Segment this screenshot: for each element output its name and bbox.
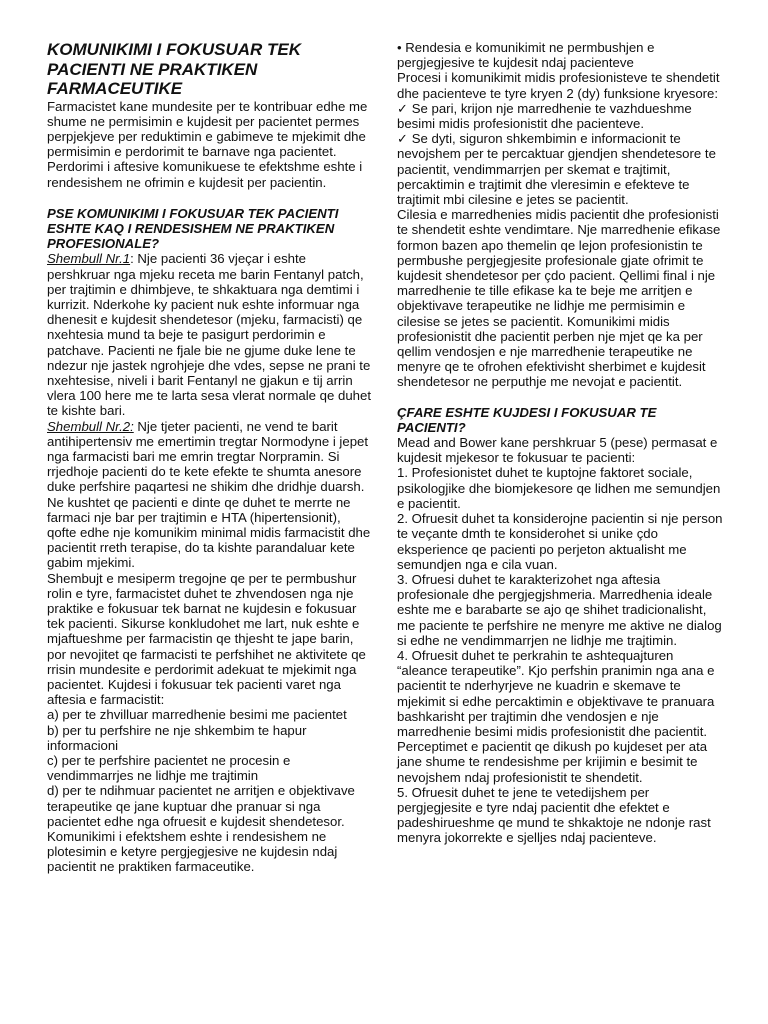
examples-conclusion-paragraph: Shembujt e mesiperm tregojne qe per te permbushur rolin e tyre, farmacistet duhet te zhvendosen nga nje praktike e fokusuar tek barnat ne kujdesin e fokusuar tek pacienti. Sikurse konkludohet me lart, nuk eshte e mjaftueshme per farmacistin qe thjesht te jape barin, por nevojitet qe farmacisti te perfshihet ne aktivitete qe rrisin mundesite e perdorimit adekuat te mjekimit nga pacientet. Kujdesi i fokusuar tek pacienti varet nga aftesia e farmacistit: <box>47 570 366 708</box>
mead-intro-paragraph: Mead and Bower kane pershkruar 5 (pese) permasat e kujdesit mjekesor te fokusuar te pacienti: <box>397 435 718 466</box>
check-item: ✓ Se dyti, siguron shkembimin e informacionit te nevojshem per te percaktuar gjendjen shendetesore te pacientit, vendimmarrjen per skemat e trajtimit, percaktimin e trajtimit dhe vleresimin e efekteve te trajtimit mbi cilesine e jetes se pacientit. <box>397 131 716 208</box>
numbered-item: 5. Ofruesit duhet te jene te vetedijshem per pergjegjesite e tyre ndaj pacientit dhe efektet e padeshirueshme qe mund te shkaktoje ne ndonje rast menyra jokorrekte e sjelljes ndaj pacienteve. <box>397 784 711 846</box>
numbered-item: 2. Ofruesit duhet ta konsiderojne pacientin si nje person te veçante dmth te konsiderohet si unike çdo eksperience qe pacienti po perjeton aktualisht me semundjen nga e cila vuan. <box>397 511 723 572</box>
list-item: a) per te zhvilluar marredhenie besimi me pacientet <box>47 707 347 723</box>
numbered-item: 4. Ofruesit duhet te perkrahin te ashtequajturen “aleance terapeutike”. Kjo perfshin pranimin nga ana e pacientit te nderhyrjeve ne kuadrin e skemave te mjekimit si edhe percaktimin e objektivave te pranuara bashkarisht per trajtimin dhe vendosjen e nje marredhenie besimi midis profesionistit dhe pacientit. Perceptimet e pacientit qe dikush po kujdeset per ata jane shume te rendesishme per krijimin e besimit te nevojshem ndaj profesionistit te shendetit. <box>397 647 715 785</box>
check-item: ✓ Se pari, krijon nje marredhenie te vazhdueshme besimi midis profesionistit dhe pacienteve. <box>397 100 692 132</box>
document-title: KOMUNIKIMI I FOKUSUAR TEK PACIENTI NE PRAKTIKEN FARMACEUTIKE <box>47 40 302 98</box>
example-1-paragraph <box>47 251 371 418</box>
list-item: c) per te perfshire pacientet ne procesin e vendimmarrjes ne lidhje me trajtimin <box>47 753 291 784</box>
intro-paragraph: Farmacistet kane mundesite per te kontribuar edhe me shume ne permisimin e kujdesit per pacientet permes perpjekjeve per reduktimin e gabimeve te mjekimit dhe permisimin e perdorimit te barnave nga pacientet. Perdorimi i aftesive komunikuese te efektshme eshte i rendesishem ne ofrimin e kujdesit per pacientin. <box>47 98 368 190</box>
numbered-item: 3. Ofruesi duhet te karakterizohet nga aftesia profesionale dhe pergjegjshmeria. Marredhenia ideale eshte me e barabarte se ajo qe shihet tradicionalisht, me paciente te perfshire ne menyre me aktive ne dialog si edhe ne vendimmarrjen ne lidhje me trajtimin. <box>397 571 722 648</box>
list-item: d) per te ndihmuar pacientet ne arritjen e objektivave terapeutike qe jane kuptuar dhe pranuar si nga pacientet edhe nga ofruesit e kujdesit shendetesor. <box>47 783 355 829</box>
section-heading-patient-centered: ÇFARE ESHTE KUJDESI I FOKUSUAR TE PACIENTI? <box>397 404 657 435</box>
bullet-line: • Rendesia e komunikimit ne permbushjen e pergjegjesive te kujdesit ndaj pacienteve <box>397 40 655 71</box>
spacer <box>397 390 727 405</box>
example-2-label: Shembull Nr.2: <box>47 418 134 434</box>
quality-paragraph: Cilesia e marredhenies midis pacientit dhe profesionisti te shendetit eshte vendimtare. Nje marredhenie efikase formon bazen apo themelin qe lejon profesionistin te permbushe pergjegjesite profesionale gjate ofrimit te kujdesit shendetesor per çdo pacient. Qellimi final i nje marredhenie te tille efikase ka te beje me arritjen e objektivave terapeutike ne lidhje me permisimin e cilesise se jetes se pacientit. Komunikimi midis profesionistit dhe pacientit perben nje mjet qe ka per qellim vendosjen e nje marredhenie terapeutike ne menyre qe te ofrohen efektivisht sherbimet e kujdesit shendetesor ne perputhje me nevojat e pacientit. <box>397 207 721 390</box>
example-2-text: Nje tjeter pacienti, ne vend te barit antihipertensiv me emertimin tregtar Normodyne i jepet nga farmacisti bari me emrin tregtar Norpramin. Si rrjedhoje pacienti do te kete efekte te shumta anesore duke perfshire paqartesi ne shikim dhe dridhje duarsh. Ne kushtet qe pacienti e dinte qe duhet te merrte ne farmaci nje bar per trajtimin e HTA (hipertensionit), qofte edhe nje komunikim minimal midis farmacistit dhe pacientit rreth terapise, do ta kishte parandaluar kete gabim mjekimi. <box>47 418 371 571</box>
spacer <box>47 190 371 206</box>
list-item: b) per tu perfshire ne nje shkembim te hapur informacioni <box>47 722 307 753</box>
right-column <box>397 40 727 846</box>
numbered-item: 1. Profesionistet duhet te kuptojne faktoret sociale, psikologjike dhe biomjekesore qe lidhen me semundjen e pacientit. <box>397 465 721 511</box>
process-intro-paragraph: Procesi i komunikimit midis profesionisteve te shendetit dhe pacienteve te tyre kryen 2 (dy) funksione kryesore: <box>397 70 720 101</box>
example-1-text: : Nje pacienti 36 vjeçar i eshte pershkruar nga mjeku receta me barin Fentanyl patch, per trajtimin e dhimbjeve, te shkaktuara nga demtimi i kurrizit. Nderkohe ky pacient nuk eshte informuar nga dhenesit e kujdesit shendetesor (mjeku, farmacisti) qe nxehtesia mund ta beje te pasigurt perdorimin e patchave. Pacienti ne fjale bie ne gjume duke lene te ndezur nje jastek ngrohjeje dhe vdes, sepse ne prani te nxehtesise, niveli i barit Fentanyl ne gjakun e tij arrin vlera 100 here me te larta sesa vlerat normale qe duhet te kishte bari. <box>47 251 372 419</box>
example-2-paragraph <box>47 419 371 571</box>
section-heading-importance: PSE KOMUNIKIMI I FOKUSUAR TEK PACIENTI ESHTE KAQ I RENDESISHEM NE PRAKTIKEN PROFESIONALE? <box>47 205 339 252</box>
closing-paragraph: Komunikimi i efektshem eshte i rendesishem ne plotesimin e ketyre pergjegjesive ne kujdesin ndaj pacientit ne praktiken farmaceutike. <box>47 829 338 875</box>
example-1-label: Shembull Nr.1 <box>47 251 131 267</box>
left-column <box>47 40 371 875</box>
